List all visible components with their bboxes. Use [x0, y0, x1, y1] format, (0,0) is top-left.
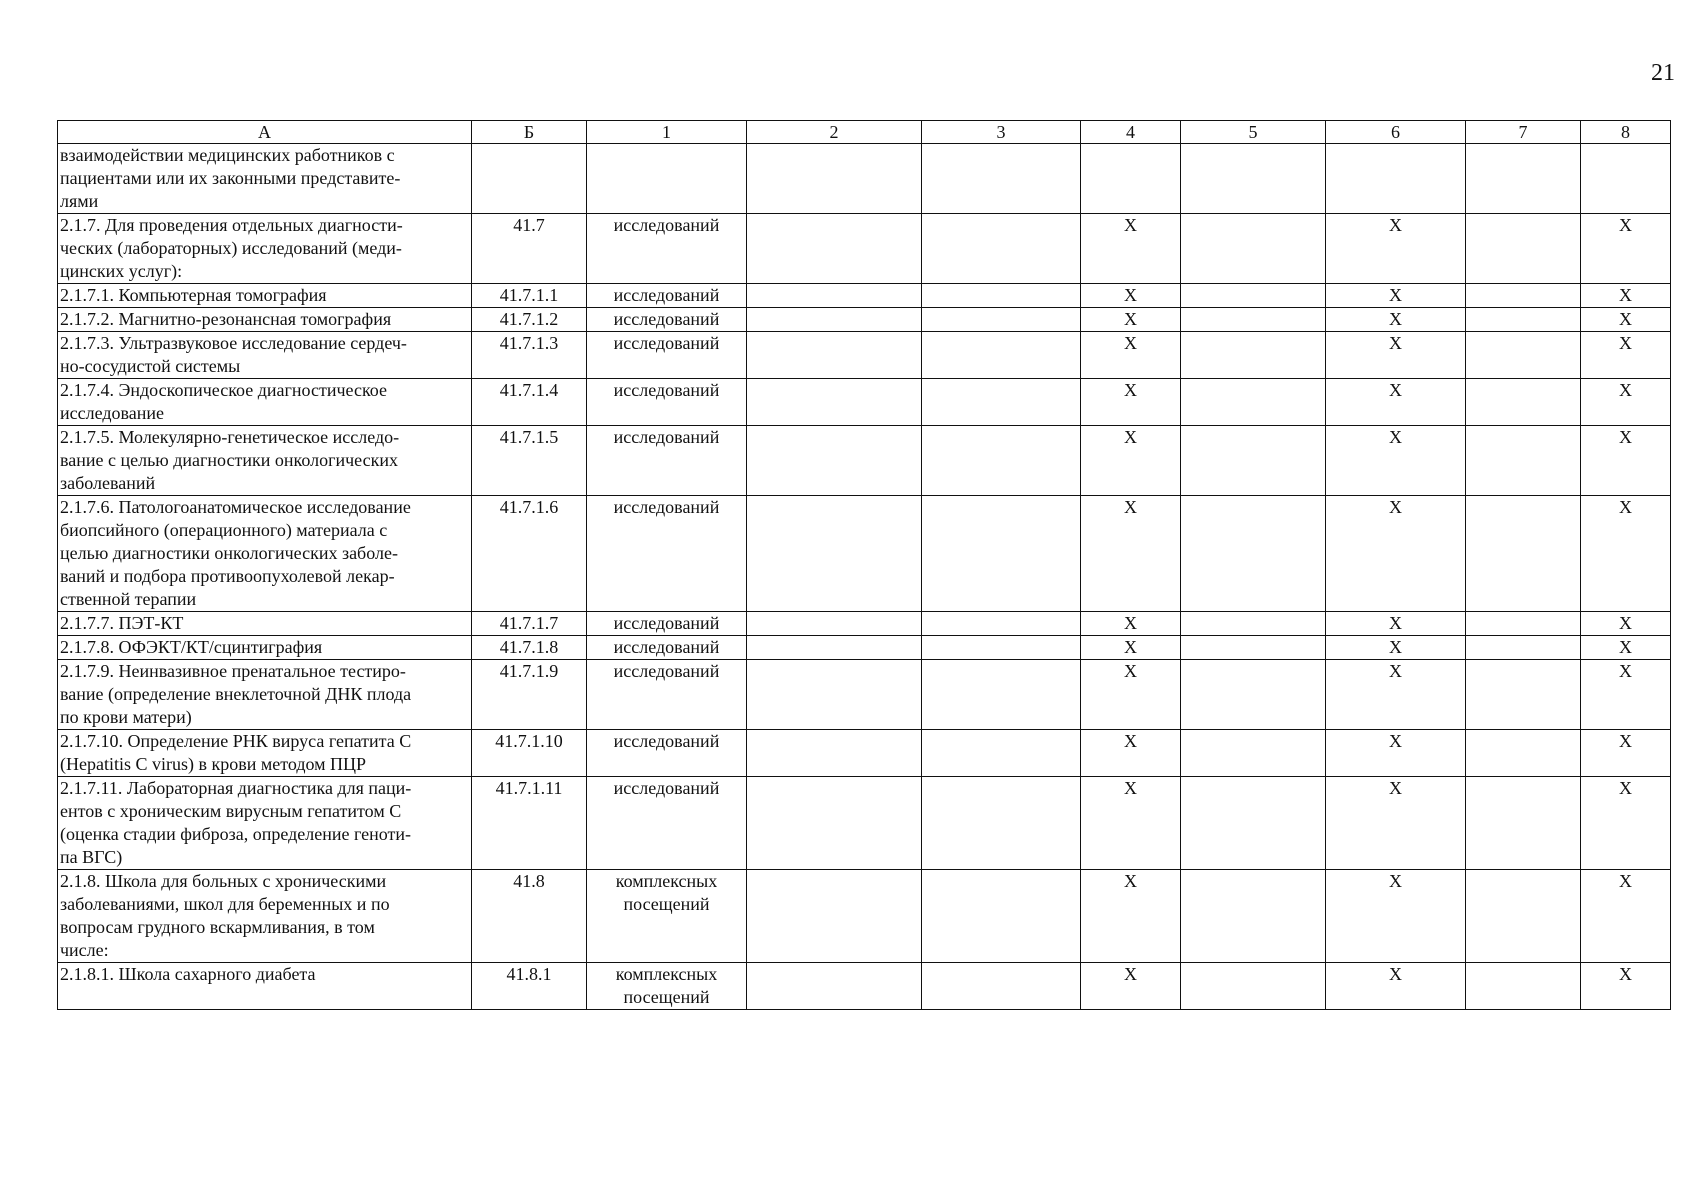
table-row: [58, 332, 1671, 379]
cell-col-6: Х: [1326, 636, 1466, 660]
row-unit: исследований: [587, 612, 747, 636]
data-table: [57, 120, 1671, 1010]
cell-col-7: [1466, 636, 1581, 660]
table-row: [58, 214, 1671, 284]
cell-col-6: Х: [1326, 963, 1466, 1010]
row-name: 2.1.7.11. Лабораторная диагностика для паци- ентов с хроническим вирусным гепатитом С (оценка стадии фиброза, определение геноти- па ВГС): [58, 777, 472, 870]
cell-col-3: [922, 496, 1081, 612]
cell-col-5: [1181, 963, 1326, 1010]
cell-col-8: Х: [1581, 730, 1671, 777]
table-row: [58, 426, 1671, 496]
cell-col-8: Х: [1581, 379, 1671, 426]
row-unit: [587, 144, 747, 214]
cell-col-2: [747, 379, 922, 426]
cell-col-8: Х: [1581, 612, 1671, 636]
cell-col-3: [922, 284, 1081, 308]
cell-col-3: [922, 214, 1081, 284]
cell-col-7: [1466, 777, 1581, 870]
table-row: [58, 636, 1671, 660]
cell-col-7: [1466, 284, 1581, 308]
cell-col-5: [1181, 426, 1326, 496]
cell-col-3: [922, 730, 1081, 777]
row-code: 41.7.1.6: [472, 496, 587, 612]
cell-col-5: [1181, 214, 1326, 284]
row-code: 41.8.1: [472, 963, 587, 1010]
row-name: 2.1.7.2. Магнитно-резонансная томография: [58, 308, 472, 332]
cell-col-5: [1181, 496, 1326, 612]
cell-col-4: Х: [1081, 284, 1181, 308]
cell-col-7: [1466, 379, 1581, 426]
cell-col-6: Х: [1326, 870, 1466, 963]
cell-col-2: [747, 214, 922, 284]
row-code: 41.7.1.7: [472, 612, 587, 636]
cell-col-6: Х: [1326, 332, 1466, 379]
cell-col-3: [922, 777, 1081, 870]
column-header: 7: [1466, 121, 1581, 144]
table-row: [58, 379, 1671, 426]
cell-col-8: [1581, 144, 1671, 214]
cell-col-7: [1466, 144, 1581, 214]
row-name: 2.1.7. Для проведения отдельных диагности- ческих (лабораторных) исследований (меди- цинских услуг):: [58, 214, 472, 284]
cell-col-8: Х: [1581, 660, 1671, 730]
cell-col-6: Х: [1326, 496, 1466, 612]
cell-col-2: [747, 332, 922, 379]
cell-col-2: [747, 870, 922, 963]
table-row: [58, 870, 1671, 963]
row-unit: исследований: [587, 284, 747, 308]
cell-col-2: [747, 284, 922, 308]
cell-col-3: [922, 870, 1081, 963]
row-unit: исследований: [587, 496, 747, 612]
row-unit: исследований: [587, 308, 747, 332]
cell-col-2: [747, 612, 922, 636]
row-unit: исследований: [587, 660, 747, 730]
cell-col-5: [1181, 612, 1326, 636]
column-header: 6: [1326, 121, 1466, 144]
row-name: 2.1.7.8. ОФЭКТ/КТ/сцинтиграфия: [58, 636, 472, 660]
row-code: 41.7.1.1: [472, 284, 587, 308]
cell-col-3: [922, 426, 1081, 496]
cell-col-8: Х: [1581, 214, 1671, 284]
cell-col-6: Х: [1326, 777, 1466, 870]
cell-col-5: [1181, 870, 1326, 963]
table-row: [58, 144, 1671, 214]
cell-col-2: [747, 730, 922, 777]
cell-col-7: [1466, 426, 1581, 496]
cell-col-7: [1466, 730, 1581, 777]
cell-col-8: Х: [1581, 636, 1671, 660]
table-body: [58, 144, 1671, 1010]
cell-col-4: Х: [1081, 870, 1181, 963]
row-unit: комплексных посещений: [587, 963, 747, 1010]
row-code: 41.7.1.8: [472, 636, 587, 660]
cell-col-3: [922, 144, 1081, 214]
cell-col-2: [747, 144, 922, 214]
cell-col-6: Х: [1326, 612, 1466, 636]
cell-col-6: [1326, 144, 1466, 214]
cell-col-6: Х: [1326, 379, 1466, 426]
cell-col-3: [922, 379, 1081, 426]
cell-col-4: Х: [1081, 612, 1181, 636]
row-name: 2.1.8. Школа для больных с хроническими заболеваниями, школ для беременных и по вопросам грудного вскармливания, в том числе:: [58, 870, 472, 963]
column-header: 8: [1581, 121, 1671, 144]
column-header: 4: [1081, 121, 1181, 144]
cell-col-6: Х: [1326, 660, 1466, 730]
cell-col-5: [1181, 308, 1326, 332]
cell-col-3: [922, 332, 1081, 379]
row-code: 41.7.1.9: [472, 660, 587, 730]
cell-col-2: [747, 777, 922, 870]
cell-col-2: [747, 963, 922, 1010]
cell-col-8: Х: [1581, 496, 1671, 612]
cell-col-5: [1181, 332, 1326, 379]
row-unit: комплексных посещений: [587, 870, 747, 963]
cell-col-4: Х: [1081, 660, 1181, 730]
table-row: [58, 963, 1671, 1010]
row-unit: исследований: [587, 332, 747, 379]
cell-col-4: Х: [1081, 426, 1181, 496]
cell-col-7: [1466, 308, 1581, 332]
column-header: 5: [1181, 121, 1326, 144]
table-row: [58, 496, 1671, 612]
cell-col-5: [1181, 660, 1326, 730]
cell-col-5: [1181, 636, 1326, 660]
cell-col-4: Х: [1081, 496, 1181, 612]
row-code: 41.7.1.3: [472, 332, 587, 379]
cell-col-3: [922, 636, 1081, 660]
column-header: 3: [922, 121, 1081, 144]
cell-col-2: [747, 308, 922, 332]
cell-col-4: Х: [1081, 636, 1181, 660]
cell-col-3: [922, 612, 1081, 636]
row-code: 41.7.1.4: [472, 379, 587, 426]
row-name: 2.1.7.6. Патологоанатомическое исследование биопсийного (операционного) материала с целью диагностики онкологических заболе- ваний и подбора противоопухолевой лекар- ственной терапии: [58, 496, 472, 612]
row-code: 41.8: [472, 870, 587, 963]
cell-col-8: Х: [1581, 308, 1671, 332]
row-code: 41.7.1.10: [472, 730, 587, 777]
cell-col-8: Х: [1581, 870, 1671, 963]
cell-col-5: [1181, 144, 1326, 214]
cell-col-2: [747, 496, 922, 612]
cell-col-8: Х: [1581, 426, 1671, 496]
cell-col-4: Х: [1081, 379, 1181, 426]
cell-col-5: [1181, 730, 1326, 777]
cell-col-4: [1081, 144, 1181, 214]
cell-col-6: Х: [1326, 284, 1466, 308]
column-header: 2: [747, 121, 922, 144]
cell-col-4: Х: [1081, 777, 1181, 870]
table-row: [58, 660, 1671, 730]
cell-col-3: [922, 660, 1081, 730]
table-row: [58, 612, 1671, 636]
cell-col-6: Х: [1326, 730, 1466, 777]
cell-col-2: [747, 426, 922, 496]
row-name: 2.1.7.1. Компьютерная томография: [58, 284, 472, 308]
row-unit: исследований: [587, 636, 747, 660]
cell-col-6: Х: [1326, 426, 1466, 496]
cell-col-7: [1466, 870, 1581, 963]
row-code: 41.7.1.2: [472, 308, 587, 332]
cell-col-4: Х: [1081, 332, 1181, 379]
cell-col-3: [922, 308, 1081, 332]
cell-col-5: [1181, 284, 1326, 308]
row-unit: исследований: [587, 777, 747, 870]
cell-col-3: [922, 963, 1081, 1010]
cell-col-8: Х: [1581, 284, 1671, 308]
cell-col-8: Х: [1581, 963, 1671, 1010]
cell-col-7: [1466, 496, 1581, 612]
cell-col-5: [1181, 379, 1326, 426]
row-name: 2.1.7.7. ПЭТ-КТ: [58, 612, 472, 636]
row-name: 2.1.7.3. Ультразвуковое исследование сердеч- но-сосудистой системы: [58, 332, 472, 379]
table-row: [58, 777, 1671, 870]
cell-col-2: [747, 660, 922, 730]
cell-col-8: Х: [1581, 332, 1671, 379]
cell-col-4: Х: [1081, 214, 1181, 284]
header-row: [58, 121, 1671, 144]
cell-col-7: [1466, 660, 1581, 730]
table-row: [58, 730, 1671, 777]
table-row: [58, 308, 1671, 332]
row-code: 41.7.1.11: [472, 777, 587, 870]
cell-col-7: [1466, 963, 1581, 1010]
row-name: 2.1.7.10. Определение РНК вируса гепатита С (Hepatitis C virus) в крови методом ПЦР: [58, 730, 472, 777]
row-name: 2.1.7.5. Молекулярно-генетическое исследо- вание с целью диагностики онкологических заболеваний: [58, 426, 472, 496]
row-unit: исследований: [587, 730, 747, 777]
cell-col-4: Х: [1081, 730, 1181, 777]
row-code: 41.7: [472, 214, 587, 284]
column-header: А: [58, 121, 472, 144]
row-code: 41.7.1.5: [472, 426, 587, 496]
cell-col-7: [1466, 612, 1581, 636]
cell-col-6: Х: [1326, 308, 1466, 332]
row-name: 2.1.8.1. Школа сахарного диабета: [58, 963, 472, 1010]
row-unit: исследований: [587, 426, 747, 496]
cell-col-4: Х: [1081, 308, 1181, 332]
cell-col-2: [747, 636, 922, 660]
column-header: Б: [472, 121, 587, 144]
row-code: [472, 144, 587, 214]
table-row: [58, 284, 1671, 308]
cell-col-7: [1466, 214, 1581, 284]
row-name: 2.1.7.9. Неинвазивное пренатальное тестиро- вание (определение внеклеточной ДНК плода по крови матери): [58, 660, 472, 730]
row-name: 2.1.7.4. Эндоскопическое диагностическое исследование: [58, 379, 472, 426]
cell-col-5: [1181, 777, 1326, 870]
cell-col-8: Х: [1581, 777, 1671, 870]
cell-col-6: Х: [1326, 214, 1466, 284]
row-unit: исследований: [587, 214, 747, 284]
cell-col-4: Х: [1081, 963, 1181, 1010]
page-number: 21: [1651, 60, 1675, 86]
row-name: взаимодействии медицинских работников с пациентами или их законными представите- лями: [58, 144, 472, 214]
column-header: 1: [587, 121, 747, 144]
row-unit: исследований: [587, 379, 747, 426]
cell-col-7: [1466, 332, 1581, 379]
